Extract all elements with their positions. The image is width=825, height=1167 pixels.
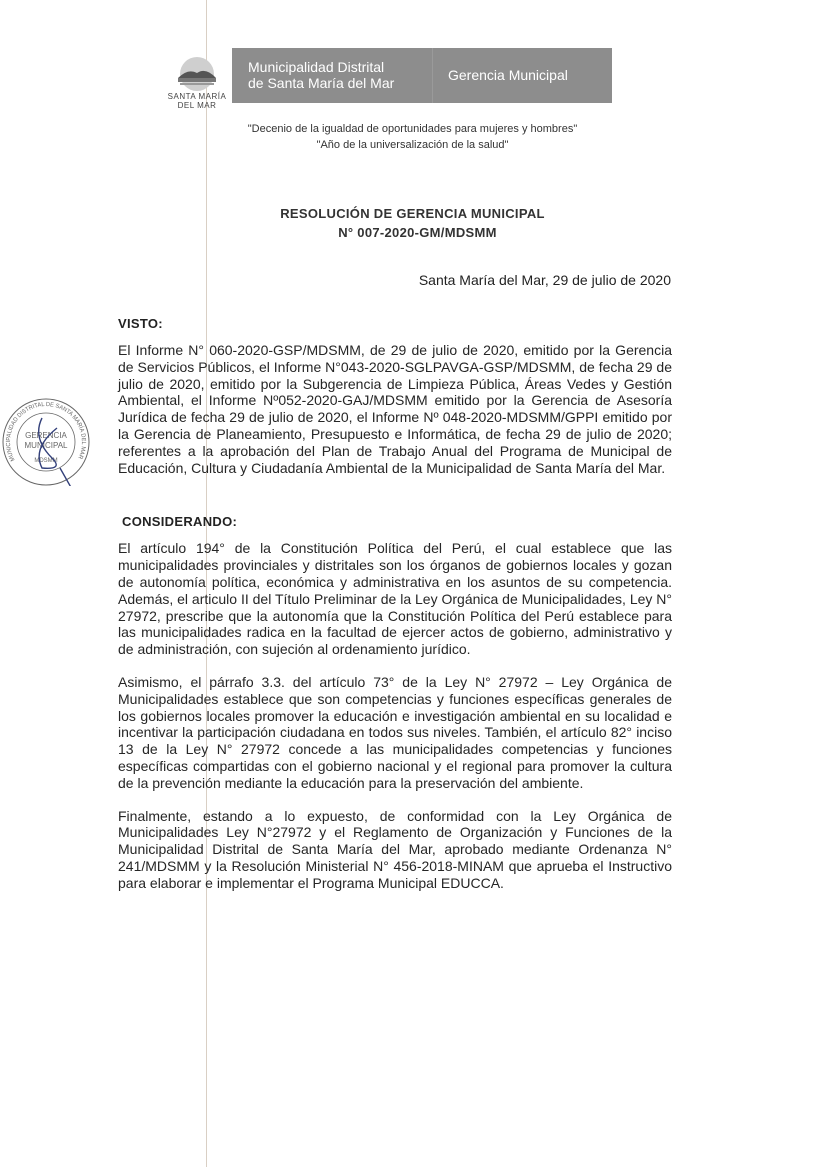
municipality-logo <box>163 56 231 110</box>
document-number: N° 007-2020-GM/MDSMM <box>338 225 497 240</box>
logo-text-line1: SANTA MARÍA <box>167 92 227 101</box>
organization-name <box>248 59 394 91</box>
considerando-heading: CONSIDERANDO: <box>122 514 238 530</box>
motto-year: "Año de la universalización de la salud" <box>316 139 509 151</box>
document-title: RESOLUCIÓN DE GERENCIA MUNICIPAL <box>280 206 545 221</box>
considerando-paragraph-1: El artículo 194° de la Constitución Política del Perú, el cual establece que las municipalidades provinciales y distritales son los órganos de gobiernos locales y gozan de autonomía política, económica y administrativa en los asuntos de su competencia. Además, el articulo II del Título Preliminar de la Ley Orgánica de Municipalidades, Ley N° 27972, prescribe que la autonomía que la Constitución Política del Perú establece para las municipalidades radica en la facultad de ejercer actos de gobierno, administrativo y de administración, con sujeción al ordenamiento jurídico. <box>118 540 672 658</box>
banner-divider <box>432 48 433 103</box>
gerencia-municipal-stamp <box>2 398 90 486</box>
logo-emblem-icon <box>174 56 220 92</box>
visto-heading: VISTO: <box>118 316 163 331</box>
org-line2: de Santa María del Mar <box>248 75 395 91</box>
stamp-center-line2: MUNICIPAL <box>24 441 68 450</box>
header-banner <box>232 48 612 103</box>
place-date: Santa María del Mar, 29 de julio de 2020 <box>418 272 671 288</box>
stamp-ring-text: MUNICIPALIDAD DISTRITAL DE SANTA MARÍA DEL MAR <box>5 401 87 462</box>
stamp-bottom-text: MDSMM <box>34 458 58 464</box>
motto-decade: "Decenio de la igualdad de oportunidades para mujeres y hombres" <box>247 123 578 135</box>
document-body <box>118 316 672 892</box>
considerando-paragraph-3: Finalmente, estando a lo expuesto, de conformidad con la Ley Orgánica de Municipalidades Ley N°27972 y el Reglamento de Organización y Funciones de la Municipalidad Distrital de Santa María del Mar, aprobado mediante Ordenanza N° 241/MDSMM y la Resolución Ministerial N° 456-2018-MINAM que aprueba el Instructivo para elaborar e implementar el Programa Municipal EDUCCA. <box>118 807 672 891</box>
considerando-paragraph-2: Asimismo, el párrafo 3.3. del artículo 73° de la Ley N° 27972 – Ley Orgánica de Municipalidades establece que son competencias y funciones específicas generales de los gobiernos locales promover la educación e investigación ambiental en su localidad e incentivar la participación ciudadana en todos sus niveles. También, el artículo 82° inciso 13 de la Ley N° 27972 concede a las municipalidades competencias y funciones específicas compartidas con el gobierno nacional y el regional para promover la cultura de la prevención mediante la educación para la preservación del ambiente. <box>118 673 672 791</box>
visto-paragraph: El Informe N° 060-2020-GSP/MDSMM, de 29 de julio de 2020, emitido por la Gerencia de Servicios Públicos, el Informe N°043-2020-SGLPAVGA-GSP/MDSMM, de fecha 29 de julio de 2020, emitido por la Subgerencia de Limpieza Pública, Áreas Vedes y Gestión Ambiental, el Informe Nº052-2020-GAJ/MDSMM emitido por la Gerencia de Asesoría Jurídica de fecha 29 de julio de 2020, el Informe Nº 048-2020-MDSMM/GPPI emitido por la Gerencia de Planeamiento, Presupuesto e Informática, de fecha 29 de julio de 2020; referentes a la aprobación del Plan de Trabajo Anual del Programa de Municipal de Educación, Cultura y Ciudadanía Ambiental de la Municipalidad de Santa María del Mar. <box>118 342 672 476</box>
department-name: Gerencia Municipal <box>448 67 568 83</box>
logo-text-line2: DEL MAR <box>177 101 217 110</box>
stamp-center-line1: GERENCIA <box>25 431 67 440</box>
org-line1: Municipalidad Distrital <box>248 59 385 75</box>
